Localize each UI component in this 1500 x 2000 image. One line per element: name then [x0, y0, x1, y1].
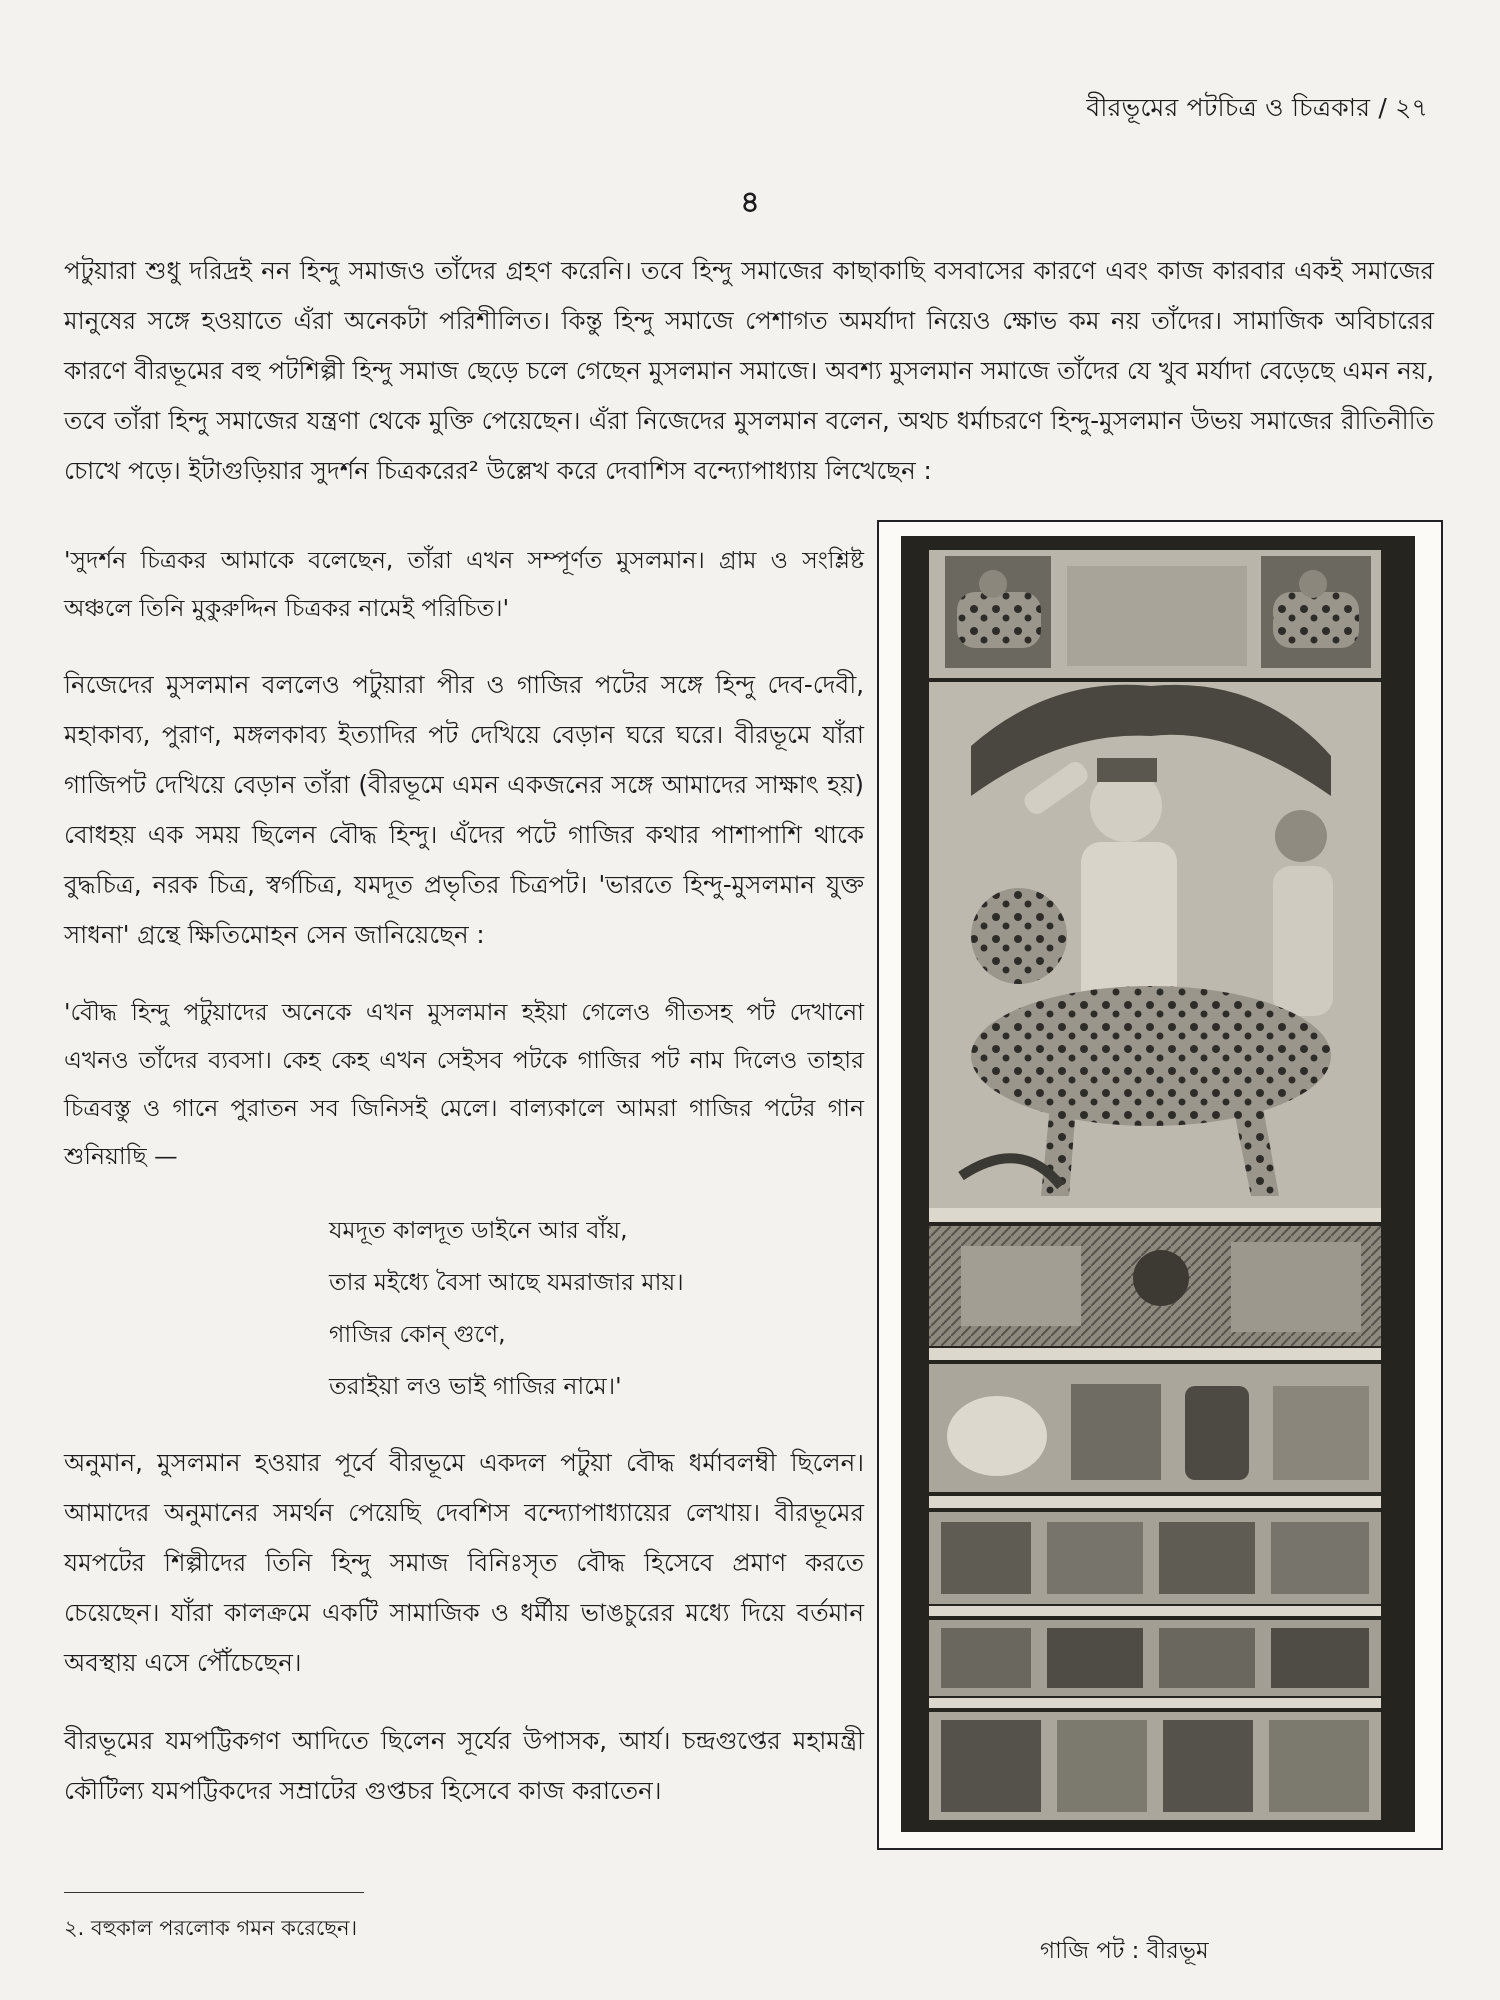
verse-line: তার মইধ্যে বৈসা আছে যমরাজার মায়। — [329, 1268, 684, 1296]
section-number: ৪ — [740, 185, 760, 220]
running-header: বীরভূমের পটচিত্র ও চিত্রকার / ২৭ — [1086, 93, 1428, 122]
paragraph-yamapattika: বীরভূমের যমপট্টিকগণ আদিতে ছিলেন সূর্যের উপাসক, আর্য। চন্দ্রগুপ্তের মহামন্ত্রী কৌটিল্য যমপট্টিকদের সম্রাটের গুপ্তচর হিসেবে কাজ করাতেন। — [64, 1726, 864, 1805]
gazi-pat-figure — [877, 520, 1443, 1850]
paragraph-gazipat: নিজেদের মুসলমান বললেও পটুয়ারা পীর ও গাজির পটের সঙ্গে হিন্দু দেব-দেবী, মহাকাব্য, পুরাণ, মঙ্গলকাব্য ইত্যাদির পট দেখিয়ে বেড়ান ঘরে ঘরে। বীরভূমে যাঁরা গাজিপট দেখিয়ে বেড়ান তাঁরা (বীরভূমে এমন একজনের সঙ্গে আমাদের সাক্ষাৎ হয়) বোধহয় এক সময় ছিলেন বৌদ্ধ হিন্দু। এঁদের পটে গাজির কথার পাশাপাশি থাকে বুদ্ধচিত্র, নরক চিত্র, স্বর্গচিত্র, যমদূত প্রভৃতির চিত্রপট। 'ভারতে হিন্দু-মুসলমান যুক্ত সাধনা' গ্রন্থে ক্ষিতিমোহন সেন জানিয়েছেন : — [64, 670, 864, 949]
verse-line: তরাইয়া লও ভাই গাজির নামে।' — [329, 1372, 622, 1400]
footnote: ২. বহুকাল পরলোক গমন করেছেন। — [64, 1916, 358, 1940]
figure-caption: গাজি পট : বীরভূম — [1040, 1938, 1209, 1964]
intro-paragraph: পটুয়ারা শুধু দরিদ্রই নন হিন্দু সমাজও তাঁদের গ্রহণ করেনি। তবে হিন্দু সমাজের কাছাকাছি বসবাসের কারণে এবং কাজ কারবার একই সমাজের মানুষের সঙ্গে হওয়াতে এঁরা অনেকটা পরিশীলিত। কিন্তু হিন্দু সমাজে পেশাগত অমর্যাদা নিয়েও ক্ষোভ কম নয় তাঁদের। সামাজিক অবিচারের কারণে বীরভূমের বহু পটশিল্পী হিন্দু সমাজ ছেড়ে চলে গেছেন মুসলমান সমাজে। অবশ্য মুসলমান সমাজে তাঁদের যে খুব মর্যাদা বেড়েছে এমন নয়, তবে তাঁরা হিন্দু সমাজের যন্ত্রণা থেকে মুক্তি পেয়েছেন। এঁরা নিজেদের মুসলমান বলেন, অথচ ধর্মাচরণে হিন্দু-মুসলমান উভয় সমাজের রীতিনীতি চোখে পড়ে। ইটাগুড়িয়ার সুদর্শন চিত্রকরের² উল্লেখ করে দেবাশিস বন্দ্যোপাধ্যায় লিখেছেন : — [64, 256, 1434, 485]
footnote-rule — [64, 1892, 364, 1893]
quote-kshitimohan: 'বৌদ্ধ হিন্দু পটুয়াদের অনেকে এখন মুসলমান হইয়া গেলেও গীতসহ পট দেখানো এখনও তাঁদের ব্যবসা। কেহ কেহ এখন সেইসব পটকে গাজির পট নাম দিলেও তাহার চিত্রবস্তু ও গানে পুরাতন সব জিনিসই মেলে। বাল্যকালে আমরা গাজির পটের গান শুনিয়াছি — — [64, 998, 864, 1170]
verse-line: গাজির কোন্ গুণে, — [329, 1320, 506, 1348]
quote-sudarshan: 'সুদর্শন চিত্রকর আমাকে বলেছেন, তাঁরা এখন সম্পূর্ণত মুসলমান। গ্রাম ও সংশ্লিষ্ট অঞ্চলে তিনি মুকুরুদ্দিন চিত্রকর নামেই পরিচিত।' — [64, 546, 864, 622]
gazi-pat-scroll-painting — [901, 536, 1415, 1832]
paragraph-buddhist-patuas: অনুমান, মুসলমান হওয়ার পূর্বে বীরভূমে একদল পটুয়া বৌদ্ধ ধর্মাবলম্বী ছিলেন। আমাদের অনুমানের সমর্থন পেয়েছি দেবশিস বন্দ্যোপাধ্যায়ের লেখায়। বীরভূমের যমপটের শিল্পীদের তিনি হিন্দু সমাজ বিনিঃসৃত বৌদ্ধ হিসেবে প্রমাণ করতে চেয়েছেন। যাঁরা কালক্রমে একটি সামাজিক ও ধর্মীয় ভাঙচুরের মধ্যে দিয়ে বর্তমান অবস্থায় এসে পৌঁচেছেন। — [64, 1448, 864, 1677]
verse-block — [329, 1204, 864, 1412]
verse-line: যমদূত কালদূত ডাইনে আর বাঁয়, — [329, 1216, 628, 1244]
left-column — [64, 536, 864, 1844]
